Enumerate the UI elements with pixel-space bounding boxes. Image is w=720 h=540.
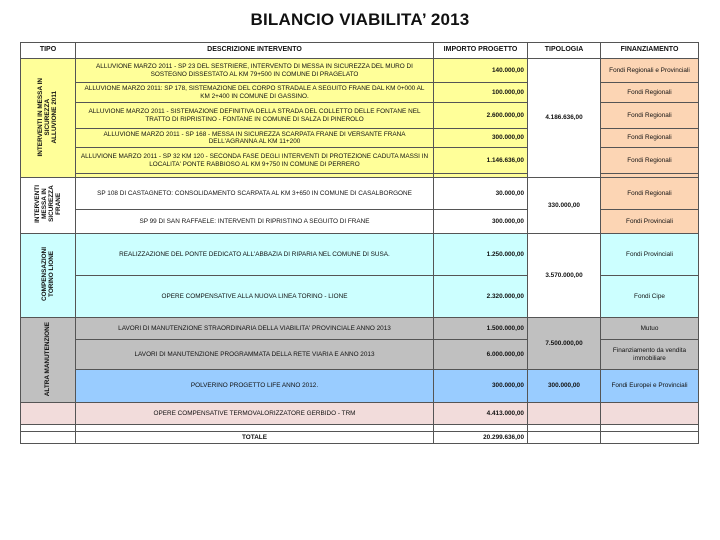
row-descrizione: OPERE COMPENSATIVE TERMOVALORIZZATORE GERBIDO - TRM xyxy=(76,403,434,425)
total-row xyxy=(21,432,699,444)
row-importo: 140.000,00 xyxy=(434,59,528,83)
header-row xyxy=(21,43,699,59)
group-label-compensazioni: COMPENSAZIONI TORINO LIONE xyxy=(21,234,76,318)
row-descrizione: ALLUVIONE MARZO 2011: SP 178, SISTEMAZIONE DEL CORPO STRADALE A SEGUITO FRANE DAL KM 0+000 AL KM 2+400 IN COMUNE DI GASSINO. xyxy=(76,83,434,103)
bilancio-table xyxy=(20,42,699,444)
row-importo: 1.146.636,00 xyxy=(434,148,528,174)
row-descrizione: REALIZZAZIONE DEL PONTE DEDICATO ALL'ABBAZIA DI RIPARIA NEL COMUNE DI SUSA. xyxy=(76,234,434,276)
table-row-spacer xyxy=(21,425,699,432)
group-tipologia: 3.570.000,00 xyxy=(528,234,601,318)
row-finanziamento: Fondi Regionali xyxy=(601,83,699,103)
row-importo: 4.413.000,00 xyxy=(434,403,528,425)
table-row xyxy=(21,370,699,403)
table-row xyxy=(21,59,699,83)
row-finanziamento: Fondi Regionali xyxy=(601,148,699,174)
row-finanziamento: Fondi Regionali xyxy=(601,129,699,148)
row-descrizione: ALLUVIONE MARZO 2011 - SP 168 - MESSA IN SICUREZZA SCARPATA FRANE DI VERSANTE FRANA DELL'AGRANNA AL KM 11+200 xyxy=(76,129,434,148)
group-label-alluvione: INTERVENTI IN MESSA IN SICUREZZA ALLUVIONE 2011 xyxy=(21,59,76,178)
row-importo: 300.000,00 xyxy=(434,129,528,148)
row-descrizione: ALLUVIONE MARZO 2011 - SP 32 KM 120 - SECONDA FASE DEGLI INTERVENTI DI PROTEZIONE CADUTA MASSI IN LOCALITA' PONTE RABBIOSO AL KM 9+750 IN COMUNE DI PERRERO xyxy=(76,148,434,174)
row-importo: 30.000,00 xyxy=(434,178,528,210)
row-finanziamento: Mutuo xyxy=(601,318,699,340)
row-descrizione: SP 99 DI SAN RAFFAELE: INTERVENTI DI RIPRISTINO A SEGUITO DI FRANE xyxy=(76,210,434,234)
group-label-frane: INTERVENTI MESSA IN SICUREZZA FRANE xyxy=(21,178,76,234)
row-importo: 2.320.000,00 xyxy=(434,276,528,318)
row-importo: 1.500.000,00 xyxy=(434,318,528,340)
row-descrizione: SP 108 DI CASTAGNETO: CONSOLIDAMENTO SCARPATA AL KM 3+650 IN COMUNE DI CASALBORGONE xyxy=(76,178,434,210)
row-finanziamento: Fondi Provinciali xyxy=(601,210,699,234)
page-title: BILANCIO VIABILITA’ 2013 xyxy=(250,10,470,29)
row-descrizione: ALLUVIONE MARZO 2011 - SISTEMAZIONE DEFINITIVA DELLA STRADA DEL COLLETTO DELLE FONTANE NEL TRATTO DI RIPRISTINO - FONTANE IN COMUNE DI SALZA DI PINEROLO xyxy=(76,103,434,129)
group-label-altra-manutenzione: ALTRA MANUTENZIONE xyxy=(21,318,76,403)
group-tipologia: 300.000,00 xyxy=(528,370,601,403)
row-importo: 100.000,00 xyxy=(434,83,528,103)
row-descrizione: ALLUVIONE MARZO 2011 - SP 23 DEL SESTRIERE, INTERVENTO DI MESSA IN SICUREZZA DEL MURO DI SOSTEGNO DISSESTATO AL KM 79+500 IN COMUNE DI PRAGELATO xyxy=(76,59,434,83)
table-row xyxy=(21,318,699,340)
row-descrizione: LAVORI DI MANUTENZIONE STRAORDINARIA DELLA VIABILITA' PROVINCIALE ANNO 2013 xyxy=(76,318,434,340)
header-tipo: TIPO xyxy=(21,43,76,59)
total-label: TOTALE xyxy=(76,432,434,444)
row-importo: 1.250.000,00 xyxy=(434,234,528,276)
header-importo: IMPORTO PROGETTO xyxy=(434,43,528,59)
row-descrizione: LAVORI DI MANUTENZIONE PROGRAMMATA DELLA RETE VIARIA E ANNO 2013 xyxy=(76,340,434,370)
table-row xyxy=(21,234,699,276)
row-finanziamento: Fondi Regionali xyxy=(601,103,699,129)
group-tipologia: 330.000,00 xyxy=(528,178,601,234)
row-descrizione: POLVERINO PROGETTO LIFE ANNO 2012. xyxy=(76,370,434,403)
row-importo: 300.000,00 xyxy=(434,210,528,234)
table-row xyxy=(21,178,699,210)
row-finanziamento: Fondi Cipe xyxy=(601,276,699,318)
row-importo: 300.000,00 xyxy=(434,370,528,403)
group-tipologia: 7.500.000,00 xyxy=(528,318,601,370)
row-importo: 6.000.000,00 xyxy=(434,340,528,370)
row-importo: 2.600.000,00 xyxy=(434,103,528,129)
row-finanziamento: Fondi Regionali xyxy=(601,178,699,210)
group-tipologia: 4.186.636,00 xyxy=(528,59,601,178)
row-descrizione: OPERE COMPENSATIVE ALLA NUOVA LINEA TORINO - LIONE xyxy=(76,276,434,318)
header-tipologia: TIPOLOGIA xyxy=(528,43,601,59)
header-descrizione: DESCRIZIONE INTERVENTO xyxy=(76,43,434,59)
row-finanziamento: Fondi Provinciali xyxy=(601,234,699,276)
table-row xyxy=(21,403,699,425)
row-finanziamento: Fondi Europei e Provinciali xyxy=(601,370,699,403)
header-finanziamento: FINANZIAMENTO xyxy=(601,43,699,59)
row-finanziamento: Fondi Regionali e Provinciali xyxy=(601,59,699,83)
total-importo: 20.299.636,00 xyxy=(434,432,528,444)
row-finanziamento: Finanziamento da vendita immobiliare xyxy=(601,340,699,370)
